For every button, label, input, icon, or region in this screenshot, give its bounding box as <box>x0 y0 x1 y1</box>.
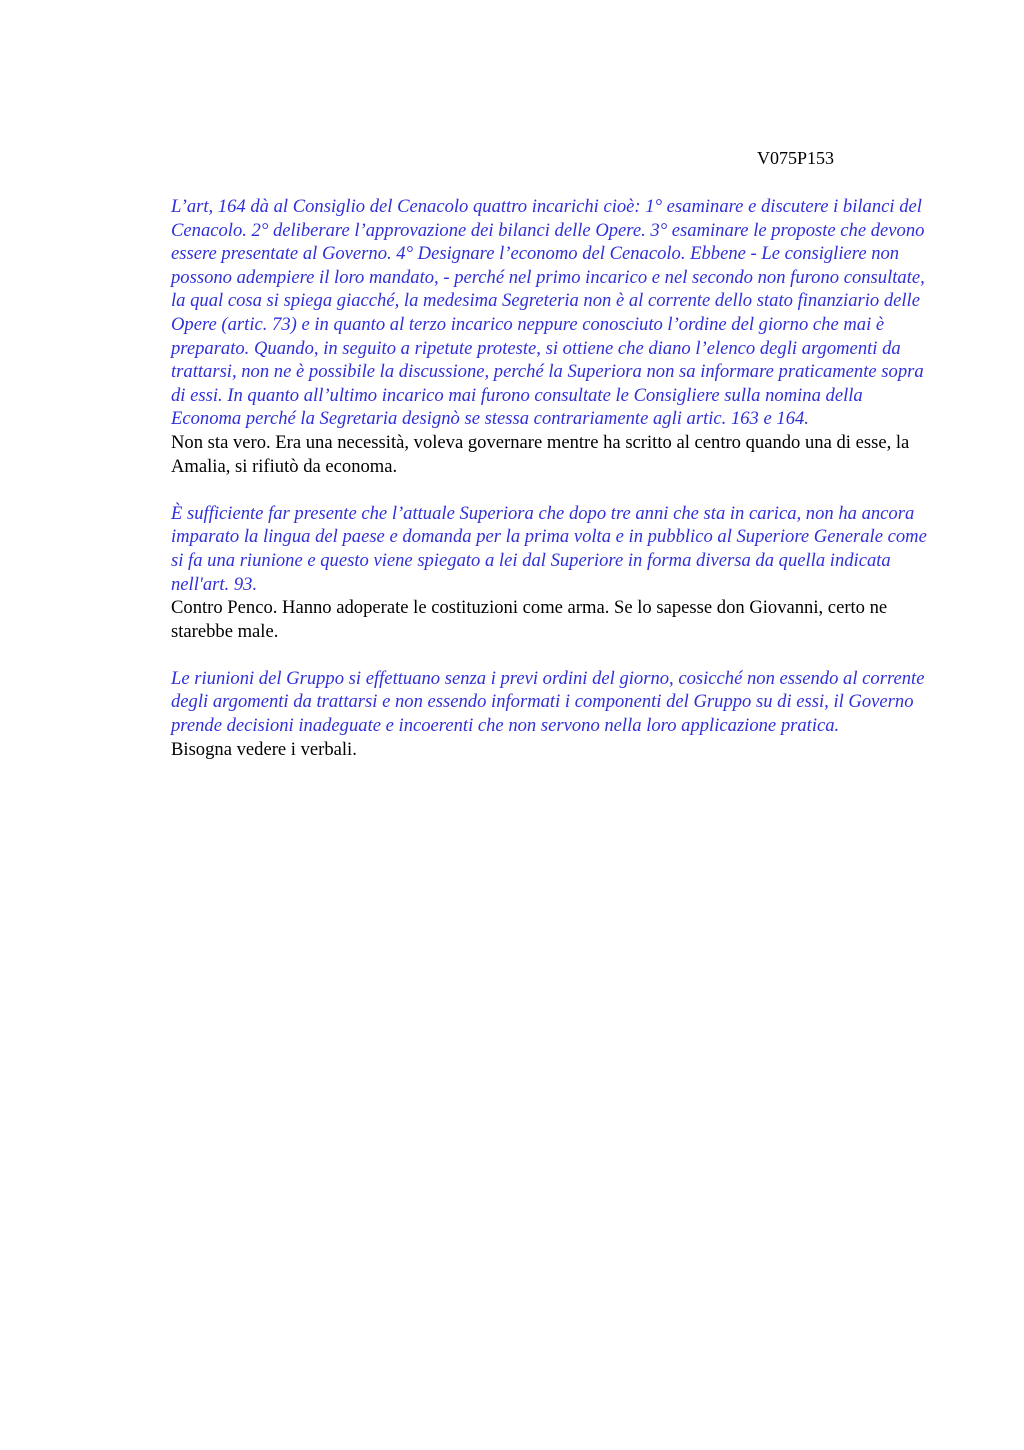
quoted-complaint: È sufficiente far presente che l’attuale Superiora che dopo tre anni che sta in carica, non ha ancora imparato la lingua del paese e domanda per la prima volta e in pubblico al Superiore Generale come si fa una riunione e questo viene spiegato a lei dal Superiore in forma diversa da quella indicata nell'art. 93. <box>171 502 927 595</box>
section-2 <box>171 502 929 644</box>
quoted-complaint: L’art, 164 dà al Consiglio del Cenacolo quattro incarichi cioè: 1° esaminare e discutere i bilanci del Cenacolo. 2° deliberare l’approvazione dei bilanci delle Opere. 3° esaminare le proposte che devono essere presentate al Governo. 4° Designare l’economo del Cenacolo. Ebbene - Le consigliere non possono adempiere il loro mandato, - perché nel primo incarico e nel secondo non furono consultate, la qual cosa si spiega giacché, la medesima Segreteria non è al corrente dello stato finanziario delle Opere (artic. 73) e in quanto al terzo incarico neppure conosciuto l’ordine del giorno che mai è preparato. Quando, in seguito a ripetute proteste, si ottiene che diano l’elenco degli argomenti da trattarsi, non ne è possibile la discussione, perché la Superiora non sa informare praticamente sopra di essi. In quanto all’ultimo incarico mai furono consultate le Consigliere sulla nomina della Economa perché la Segretaria designò se stessa contrariamente agli artic. 163 e 164. <box>171 196 925 430</box>
reply-comment: Non sta vero. Era una necessità, voleva governare mentre ha scritto al centro quando una di esse, la Amalia, si rifiutò da economa. <box>171 431 910 477</box>
section-3 <box>171 667 929 761</box>
document-body <box>171 195 929 785</box>
quoted-complaint: Le riunioni del Gruppo si effettuano senza i previ ordini del giorno, cosicché non essendo al corrente degli argomenti da trattarsi e non essendo informati i componenti del Gruppo su di essi, il Governo prende decisioni inadeguate e incoerenti che non servono nella loro applicazione pratica. <box>171 667 925 737</box>
page-id: V075P153 <box>757 148 835 168</box>
section-1 <box>171 195 929 478</box>
reply-comment: Contro Penco. Hanno adoperate le costituzioni come arma. Se lo sapesse don Giovanni, certo ne starebbe male. <box>171 597 888 642</box>
reply-comment: Bisogna vedere i verbali. <box>171 738 357 760</box>
